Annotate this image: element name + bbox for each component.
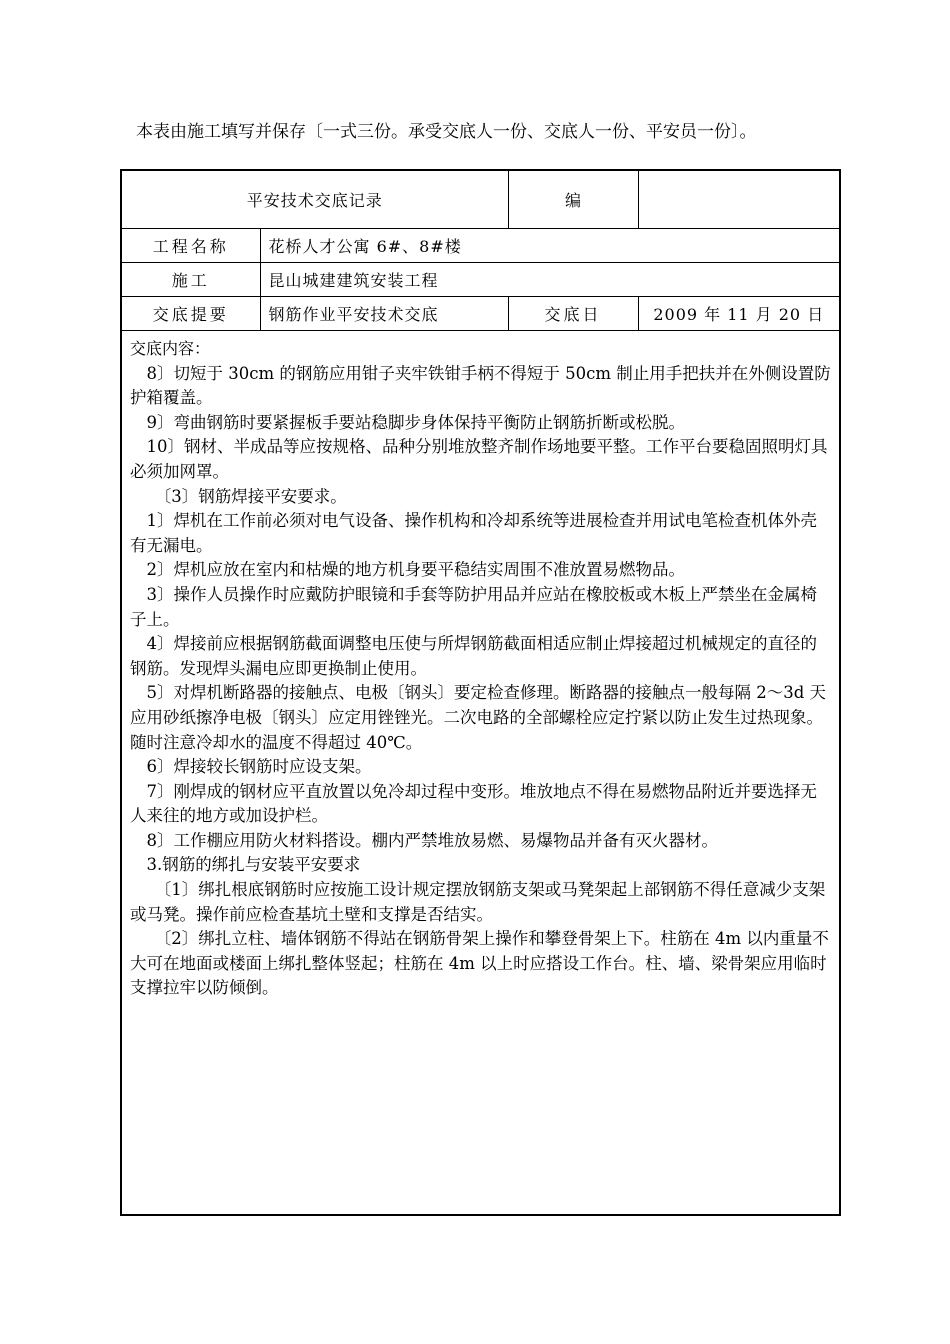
form-title: 平安技术交底记录	[122, 171, 508, 229]
section-heading: 〔3〕钢筋焊接平安要求。	[154, 486, 347, 506]
paragraph: 〔1〕绑扎根底钢筋时应按施工设计规定摆放钢筋支架或马凳架起上部钢筋不得任意减少支架或马凳。操作前应检查基坑土壁和支撑是否结实。	[130, 880, 826, 924]
paragraph: 5〕对焊机断路器的接触点、电极〔钢头〕要定检查修理。断路器的接触点一般每隔 2～3d 天应用砂纸擦净电极〔钢头〕应定用锉锉光。二次电路的全部螺栓应定拧紧以防止发生过热现象。随时注意冷却水的温度不得超过 40℃。	[130, 683, 827, 752]
project-name-value: 花桥人才公寓 6#、8#楼	[260, 229, 839, 263]
summary-value: 钢筋作业平安技术交底	[260, 297, 508, 331]
section-heading: 3.钢筋的绑扎与安装平安要求	[146, 855, 361, 875]
date-label: 交底日	[508, 297, 638, 331]
paragraph: 8〕工作棚应用防火材料搭设。棚内严禁堆放易燃、易爆物品并备有灭火器材。	[146, 830, 718, 850]
paragraph: 2〕焊机应放在室内和枯燥的地方机身要平稳结实周围不准放置易燃物品。	[146, 560, 685, 580]
disclosure-content	[130, 337, 833, 1001]
paragraph: 4〕焊接前应根据钢筋截面调整电压使与所焊钢筋截面相适应制止焊接超过机械规定的直径的钢筋。发现焊头漏电应即更换制止使用。	[130, 634, 817, 678]
content-title: 交底内容：	[130, 339, 211, 358]
paragraph: 1〕焊机在工作前必须对电气设备、操作机构和冷却系统等进展检查并用试电笔检查机体外壳有无漏电。	[130, 511, 817, 555]
contractor-label: 施工	[122, 263, 260, 297]
paragraph: 7〕刚焊成的钢材应平直放置以免冷却过程中变形。堆放地点不得在易燃物品附近并要选择无人来往的地方或加设护栏。	[130, 781, 817, 826]
summary-label: 交底提要	[122, 297, 260, 331]
date-value: 2009 年 11 月 20 日	[638, 297, 839, 331]
paragraph: 9〕弯曲钢筋时要紧握板手要站稳脚步身体保持平衡防止钢筋折断或松脱。	[146, 412, 685, 432]
code-value	[638, 171, 839, 229]
contractor-value: 昆山城建建筑安装工程	[260, 263, 839, 297]
paragraph: 6〕焊接较长钢筋时应设支架。	[146, 757, 372, 777]
disclosure-form	[120, 169, 841, 1216]
form-note: 本表由施工填写并保存〔一式三份。承受交底人一份、交底人一份、平安员一份〕。	[136, 122, 757, 142]
paragraph: 8〕切短于 30cm 的钢筋应用钳子夹牢铁钳手柄不得短于 50cm 制止用手把扶并在外侧设置防护箱覆盖。	[130, 363, 831, 408]
header-table	[122, 171, 839, 331]
project-name-label: 工程名称	[122, 229, 260, 263]
paragraph: 3〕操作人员操作时应戴防护眼镜和手套等防护用品并应站在橡胶板或木板上严禁坐在金属椅子上。	[130, 584, 817, 629]
paragraph: 〔2〕绑扎立柱、墙体钢筋不得站在钢筋骨架上操作和攀登骨架上下。柱筋在 4m 以内重量不大可在地面或楼面上绑扎整体竖起；柱筋在 4m 以上时应搭设工作台。柱、墙、梁骨架应用临时支撑拉牢以防倾倒。	[130, 929, 829, 998]
code-label: 编	[508, 171, 638, 229]
paragraph: 10〕钢材、半成品等应按规格、品种分别堆放整齐制作场地要平整。工作平台要稳固照明灯具必须加网罩。	[130, 437, 828, 481]
